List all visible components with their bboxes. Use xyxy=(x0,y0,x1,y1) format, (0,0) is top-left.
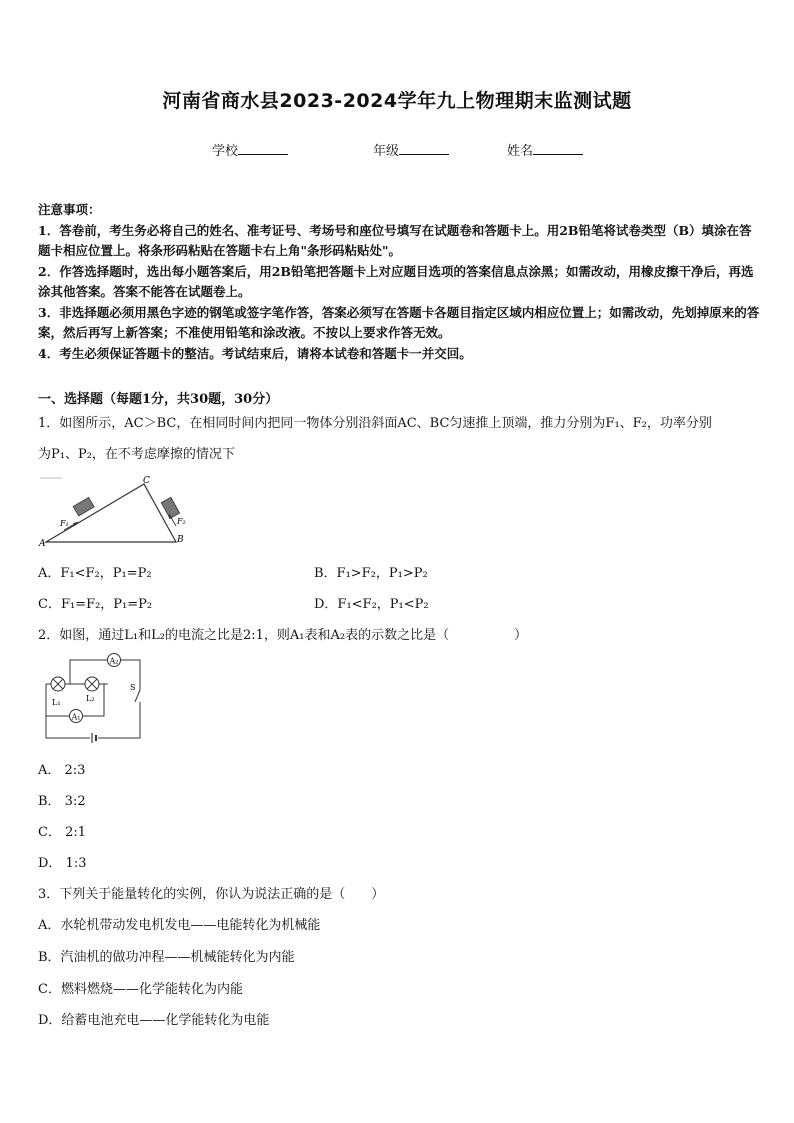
name-field xyxy=(507,140,583,159)
switch-s-label: S xyxy=(130,683,136,692)
incline-label-b: B xyxy=(177,535,184,545)
q2-option-c: C． 2:1 xyxy=(38,825,87,840)
q3-option-a: A．水轮机带动发电机发电——电能转化为机械能 xyxy=(38,918,321,933)
grade-blank xyxy=(399,140,449,155)
incline-label-c: C xyxy=(143,476,150,486)
ammeter-a2-label: A₂ xyxy=(109,656,119,666)
school-field xyxy=(212,140,288,159)
q2-option-d: D． 1:3 xyxy=(38,856,87,871)
q3-stem: 3．下列关于能量转化的实例，你认为说法正确的是（ ） xyxy=(38,887,385,902)
notice-item: 4．考生必须保证答题卡的整洁。考试结束后，请将本试卷和答题卡一并交回。 xyxy=(38,345,472,361)
q1-option-c: C．F₁=F₂，P₁=P₂ xyxy=(38,597,153,612)
name-label: 姓名 xyxy=(507,144,534,159)
q2-option-b: B． 3:2 xyxy=(38,794,86,809)
lamp-l1-label: L₁ xyxy=(52,698,61,707)
circuit-figure xyxy=(38,648,148,746)
q2-option-a: A． 2:3 xyxy=(38,763,86,778)
q1-stem-line2: 为P₁、P₂，在不考虑摩擦的情况下 xyxy=(38,447,235,462)
notice-item: 3．非选择题必须用黑色字迹的钢笔或签字笔作答，答案必须写在答题卡各题目指定区域内相应位置上；如需改动，先划掉原来的答案，然后再写上新答案；不准使用铅笔和涂改液。不按以上要求作答无效。 xyxy=(38,304,760,340)
lamp-l2-label: L₂ xyxy=(86,694,95,703)
q3-option-d: D．给蓄电池充电——化学能转化为电能 xyxy=(38,1013,270,1028)
q1-stem-line1: 1．如图所示，AC＞BC，在相同时间内把同一物体分别沿斜面AC、BC匀速推上顶端，推力分别为F₁、F₂，功率分别 xyxy=(38,416,712,431)
q1-option-b: B．F₁>F₂，P₁>P₂ xyxy=(314,566,428,581)
grade-field xyxy=(373,140,449,159)
q3-option-c: C．燃料燃烧——化学能转化为内能 xyxy=(38,982,243,997)
incline-label-a: A xyxy=(39,539,46,549)
incline-figure xyxy=(36,474,196,552)
q3-option-b: B．汽油机的做功冲程——机械能转化为内能 xyxy=(38,950,295,965)
ammeter-a1-label: A₁ xyxy=(71,712,81,722)
notice-block xyxy=(38,200,760,364)
notice-heading: 注意事项： xyxy=(38,202,101,217)
school-label: 学校 xyxy=(212,144,239,159)
section-title: 一、选择题（每题1分，共30题，30分） xyxy=(38,392,279,407)
incline-label-f2: F₂ xyxy=(177,517,186,526)
exam-title: 河南省商水县2023-2024学年九上物理期末监测试题 xyxy=(162,90,632,112)
school-blank xyxy=(238,140,288,155)
grade-label: 年级 xyxy=(373,144,400,159)
name-blank xyxy=(533,140,583,155)
q1-option-a: A．F₁<F₂，P₁=P₂ xyxy=(38,566,152,581)
q1-option-d: D．F₁<F₂，P₁<P₂ xyxy=(314,597,429,612)
notice-item: 1．答卷前，考生务必将自己的姓名、准考证号、考场号和座位号填写在试题卷和答题卡上。用2B铅笔将试卷类型（B）填涂在答题卡相应位置上。将条形码粘贴在答题卡右上角"条形码粘贴处"。 xyxy=(38,222,752,258)
q2-stem: 2．如图，通过L₁和L₂的电流之比是2:1，则A₁表和A₂表的示数之比是（ ） xyxy=(38,628,528,643)
incline-label-f1: F₁ xyxy=(60,519,69,528)
notice-item: 2．作答选择题时，选出每小题答案后，用2B铅笔把答题卡上对应题目选项的答案信息点涂黑；如需改动，用橡皮擦干净后，再选涂其他答案。答案不能答在试题卷上。 xyxy=(38,263,754,299)
